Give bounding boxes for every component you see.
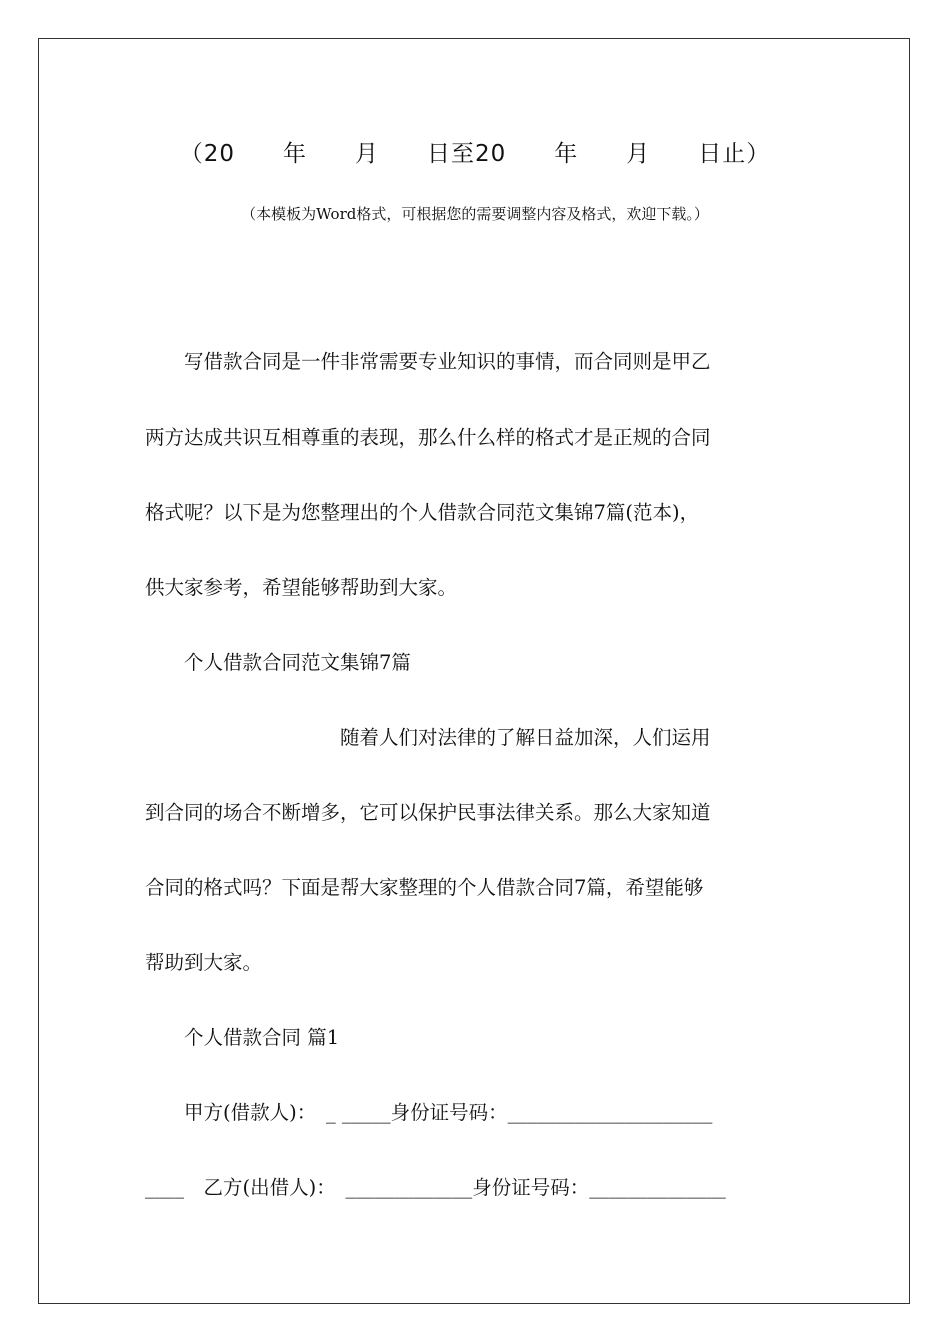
body-line: 合同的格式吗？下面是帮大家整理的个人借款合同7篇，希望能够	[145, 876, 704, 899]
template-note: （本模板为Word格式，可根据您的需要调整内容及格式，欢迎下载。）	[241, 205, 709, 223]
body-line: 随着人们对法律的了解日益加深，人们运用	[145, 726, 711, 749]
party-a-line: 甲方(借款人)： _ _____身份证号码：_____________________	[145, 1101, 713, 1124]
party-b-line: ____ 乙方(出借人)： _____________身份证号码：______________	[145, 1176, 726, 1199]
body-line: 到合同的场合不断增多，它可以保护民事法律关系。那么大家知道	[145, 801, 711, 824]
body-line: 两方达成共识互相尊重的表现，那么什么样的格式才是正规的合同	[145, 426, 711, 449]
body-line: 格式呢？以下是为您整理出的个人借款合同范文集锦7篇(范本)，	[145, 501, 700, 524]
body-line: 供大家参考，希望能够帮助到大家。	[145, 576, 458, 599]
contract-title: 个人借款合同 篇1	[145, 1026, 340, 1049]
body-line: 写借款合同是一件非常需要专业知识的事情，而合同则是甲乙	[145, 350, 711, 373]
body-line: 帮助到大家。	[145, 951, 263, 974]
contract-period-line: （20 年 月 日至20 年 月 日止）	[179, 141, 771, 167]
section-heading: 个人借款合同范文集锦7篇	[145, 651, 411, 674]
